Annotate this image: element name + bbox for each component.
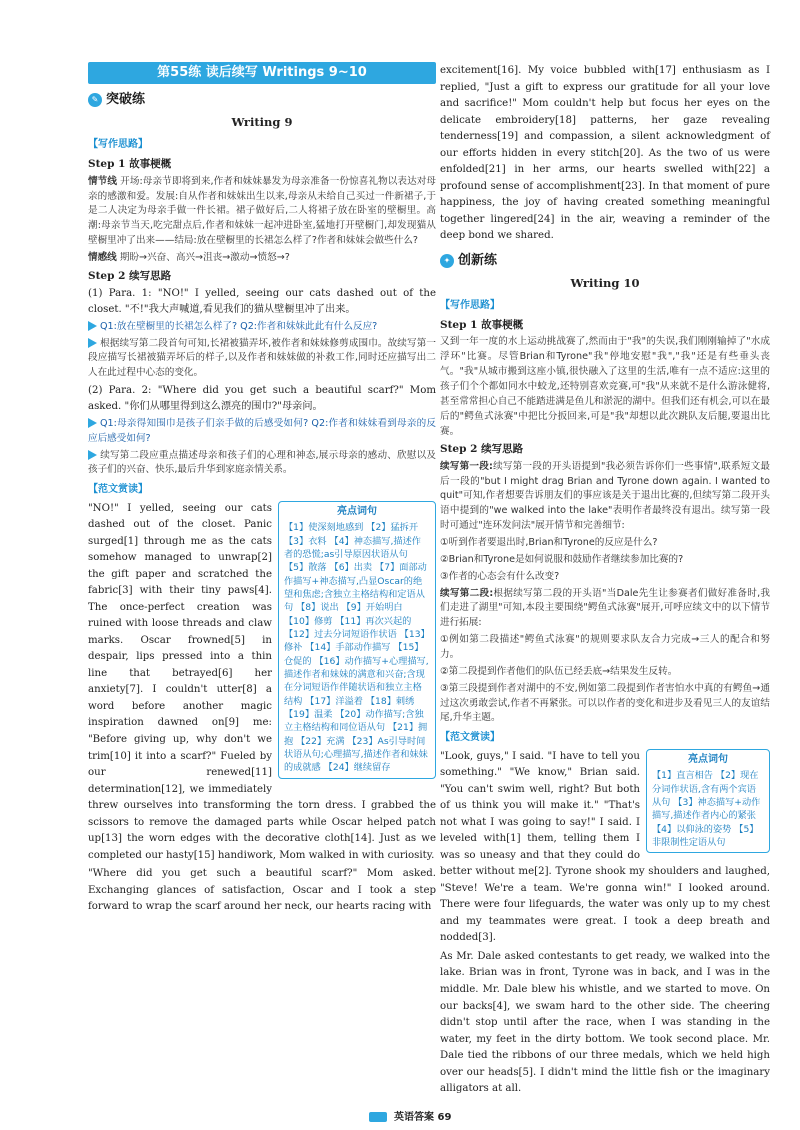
right-column [440,62,770,1100]
left-column [88,62,436,918]
p2-q1: ①例如第二段描述"鳄鱼式泳赛"的规则要求队友合力完成→三人的配合和努力。 [440,634,770,660]
q2-text: Q1:母亲得知围巾是孩子们亲手做的后感受如何? Q2:作者和妹妹看到母亲的反应后感受如何? [88,417,436,444]
p1-q2: ②Brian和Tyrone是如何说服和鼓励作者继续参加比赛的? [440,553,684,565]
essay10-para1: "Look, guys," I said. "I have to tell you something." "We know," Brian said. "You can't swim well, right? But both of us think you will make it." "That's not what I was going to say!" I said. I leveled with[1] them, telling them I was so uneasy and that they could do better without me[2]. Tyrone shook my shoulders and laughed, "Steve! We're a team. We're gonna win!" I looked around. There were four lifeguards, the water was only up to my chest and my teammates were great. I took a deep breath and nodded[3]. [440,750,770,944]
para1-questions [88,320,436,335]
p1-head: 续写第一段: [440,460,493,472]
notes-text-10: 【1】直言相告 【2】现在分词作状语,含有两个宾语从句 【3】神态描写+动作描写,描述作者内心的紧张 【4】以仰泳的姿势 【5】非限制性定语从句 [652,770,761,848]
step1-title-10: Step 1 故事梗概 [440,319,524,332]
essay10-para2: As Mr. Dale asked contestants to get ready, we walked into the lake. Brian was in front, Tyrone was in back, and I was in the middle. Mr. Dale blew his whistle, and we started to move. On our backs[4], we swam hard to the other side. The cheering didn't stop until after the race, when I was standing in the water, my feet in the dirty bottom. We took second place. Mr. Dale tied the ribbons of our three medals, which we held high over our heads[5]. I didn't mind the little fish or the imaginary alligators at all. [440,950,770,1095]
emotion-label: 情感线 [88,252,117,264]
summary-10: 又到一年一度的水上运动挑战赛了,然而由于"我"的失误,我们刚刚输掉了"水成浮环"比赛。尽管Brian和Tyrone"我"停地安慰"我","我"还是有些垂头丧气。"我"从城市搬到这座小镇,很快融入了这里的生活,唯有一点不适应:这里的孩子们个个都如同水中蛟龙,还特别喜欢竞赛,可"我"从来就不是什么游泳健将,甚至常常担心自己不能踏进满是鱼儿和淤泥的湖中。但我们还有机会,可以在最后的"鳄鱼式泳赛"中把比分扳回来,可是"我"却想以此次跳队友后腿,要退出比赛。 [440,336,770,437]
step2-title: Step 2 续写思路 [88,269,172,282]
tip1-text: 根据续写第二段首句可知,长裙被猫弄坏,被作者和妹妹修剪成围巾。故续写第一段应描写长裙被猫弄坏后的样子,以及作者和妹妹做的补救工作,同时还应描写出二人在此过程中心态的变化。 [88,337,436,379]
model-essay-9 [88,501,436,916]
para1-tip [88,337,436,382]
p2-guide [440,587,770,632]
notes-title: 亮点词句 [337,505,377,517]
p1-guide [440,460,770,534]
p2-q2: ②第二段提到作者他们的队伍已经丢底→结果发生反转。 [440,665,678,677]
p1-text: 续写第一段的开头语提到"我必须告诉你们一些事情",联系短文最后一段的"but I might drag Brian and Tyrone down again. I wanted to quit"可知,作者想要告诉朋友们的事应该是关于退出比赛的,但续写第二段开头语中提到的"we walked into the lake"表明作者最终没有退出。续写第一段时可通过"连环发问法"展开情节和完善细节: [440,460,771,532]
para2: (2) Para. 2: "Where did you get such a beautiful scarf?" Mom asked. "你们从哪里得到这么漂亮的围巾?"母亲问。 [88,385,436,413]
tag-model: 【范文赏读】 [88,484,148,496]
section-breakthrough [88,90,436,110]
writing9-title: Writing 9 [231,115,293,130]
arrow-icon [88,321,97,331]
step2-title-10: Step 2 续写思路 [440,443,524,456]
tag-ideas-10: 【写作思路】 [440,299,500,311]
plot-line [88,175,436,249]
q1-text: Q1:放在壁橱里的长裙怎么样了? Q2:作者和妹妹此此有什么反应? [100,320,378,332]
lightbulb-icon: ✦ [440,254,454,268]
section-innovation [440,251,770,271]
tip2-text: 续写第二段应重点描述母亲和孩子们的心理和神态,展示母亲的感动、欣慰以及孩子们的兴奋、快乐,最后升华到家庭亲情关系。 [88,449,436,476]
footer-text: 英语答案 69 [394,1112,452,1123]
p2-q3: ③第三段提到作者对湖中的不安,例如第二段提到作者害怕水中真的有鳄鱼→通过这次勇敢尝试,作者不再紧张。可以以作者的变化和进步及看见三人的友谊结尾,升华主题。 [440,682,770,724]
essay9-para1: "NO!" I yelled, seeing our cats dashed out of the closet. Panic surged[1] through me as the cats somehow managed to unwrap[2] the gift paper and scratched the fabric[3] with their tiny paws[4]. The once-perfect creation was ruined with loose threads and claw marks. Oscar frowned[5] in despair, lips pressed into a thin line that betrayed[6] her anxiety[7]. I couldn't utter[8] a word before another magic inspiration dawned on[9] me: "Before giving up, why don't we trim[10] it into a scarf?" Fueled by our renewed[11] determination[12], we immediately threw ourselves into transforming the torn dress. I grabbed the scissors to remove the damaged parts while Oscar helped patch up[13] the worn edges with the decorative cloth[14]. Just as we completed our hasty[15] handiwork, Mom walked in with curiosity. [88,502,436,861]
para2-tip [88,449,436,479]
essay9-continued: excitement[16]. My voice bubbled with[17] enthusiasm as I replied, "Just a gift to express our gratitude for all your love and sacrifice!" Mom couldn't help but focus her eyes on the delicate embroidery[18] patterns, her gaze revealing tenderness[19] and compassion, a silent acknowledgment of our efforts hidden in every stitch[20]. As the two of us were enfolded[21] in her arms, our hearts swelled with[22] a profound sense of accomplishment[23]. In that moment of pure happiness, the joy of having created something meaningful together lingered[24] in the air, weaving a reminder of the deep bond we shared. [440,65,770,242]
p1-q1: ①听到作者要退出时,Brian和Tyrone的反应是什么? [440,536,658,548]
section-innovation-label: 创新练 [458,252,498,268]
emotion-text: 期盼→兴奋、高兴→沮丧→激动→愤怒→? [119,252,290,264]
arrow-icon [88,338,97,348]
notes-title-10: 亮点词句 [688,753,728,765]
model-essay-10 [440,749,770,1098]
arrow-icon [88,450,97,460]
book-icon [369,1112,387,1122]
pencil-icon: ✎ [88,93,102,107]
p1-q3: ③作者的心态会有什么改变? [440,570,560,582]
p2-head: 续写第二段: [440,587,494,599]
emotion-line [88,251,436,266]
highlight-notes-box-10 [646,749,770,854]
tag-model-10: 【范文赏读】 [440,732,500,744]
notes-text: 【1】使深刻地感到 【2】猛拆开 【3】衣料 【4】神态描写,描述作者的恐慌;as引导原因状语从句 【5】散落 【6】出卖 【7】面部动作描写+神态描写,凸显Oscar的绝望和焦虑;含独立主格结构和定语从句 【8】说出 【9】开始明白 【10】修剪 【11】再次兴起的 【12】过去分词短语作状语 【13】修补 【14】手部动作描写 【15】仓促的 【16】动作描写+心理描写,描述作者和妹妹的满意和兴奋;含现在分词短语作伴随状语和独立主格结构 【17】洋溢着 【18】刺绣 【19】温柔 【20】动作描写;含独立主格结构和同位语从句 【21】拥抱 【22】充满 【23】As引导时间状语从句;心理描写,描述作者和妹妹的成就感 【24】继续留存 [284,522,430,774]
highlight-notes-box [278,501,436,779]
tag-ideas: 【写作思路】 [88,138,148,150]
essay9-para2: "Where did you get such a beautiful scarf?" Mom asked. Exchanging glances of satisfaction, Oscar and I took a step forward to wrap the scarf around her neck, our hearts racing with [88,868,436,913]
para2-questions [88,417,436,447]
page-banner: 第55练 读后续写 Writings 9~10 [88,62,436,84]
writing10-title: Writing 10 [570,275,640,290]
plot-label: 情节线 [88,175,118,187]
step1-title: Step 1 故事梗概 [88,158,172,171]
arrow-icon [88,418,97,428]
p2-text: 根据续写第二段的开头语"当Dale先生让参赛者们做好准备时,我们走进了湖里"可知,本段主要围绕"鳄鱼式泳赛"展开,可呼应续文中的以下情节进行拓展: [440,587,771,629]
page-footer [350,1110,470,1126]
section-breakthrough-label: 突破练 [106,92,146,107]
plot-text: 开场:母亲节即将到来,作者和妹妹暴发为母亲准备一份惊喜礼物以表达对母亲的感激和爱。发展:自从作者和妹妹出生以来,母亲从未给自己买过一件新裙子,于是二人决定为母亲手做一件长裙。裙子做好后,二人将裙子放在卧室的壁橱里。高潮:母亲节当天,吃完甜点后,作者和妹妹一起冲进卧室,猛地打开壁橱门,却发现猫从壁橱里冲了出来——结局:放在壁橱里的长裙怎么样了?作者和妹妹会做些什么? [88,175,437,247]
para1: (1) Para. 1: "NO!" I yelled, seeing our cats dashed out of the closet. "不!"我大声喊道,看见我们的猫从壁橱里冲了出来。 [88,288,436,315]
